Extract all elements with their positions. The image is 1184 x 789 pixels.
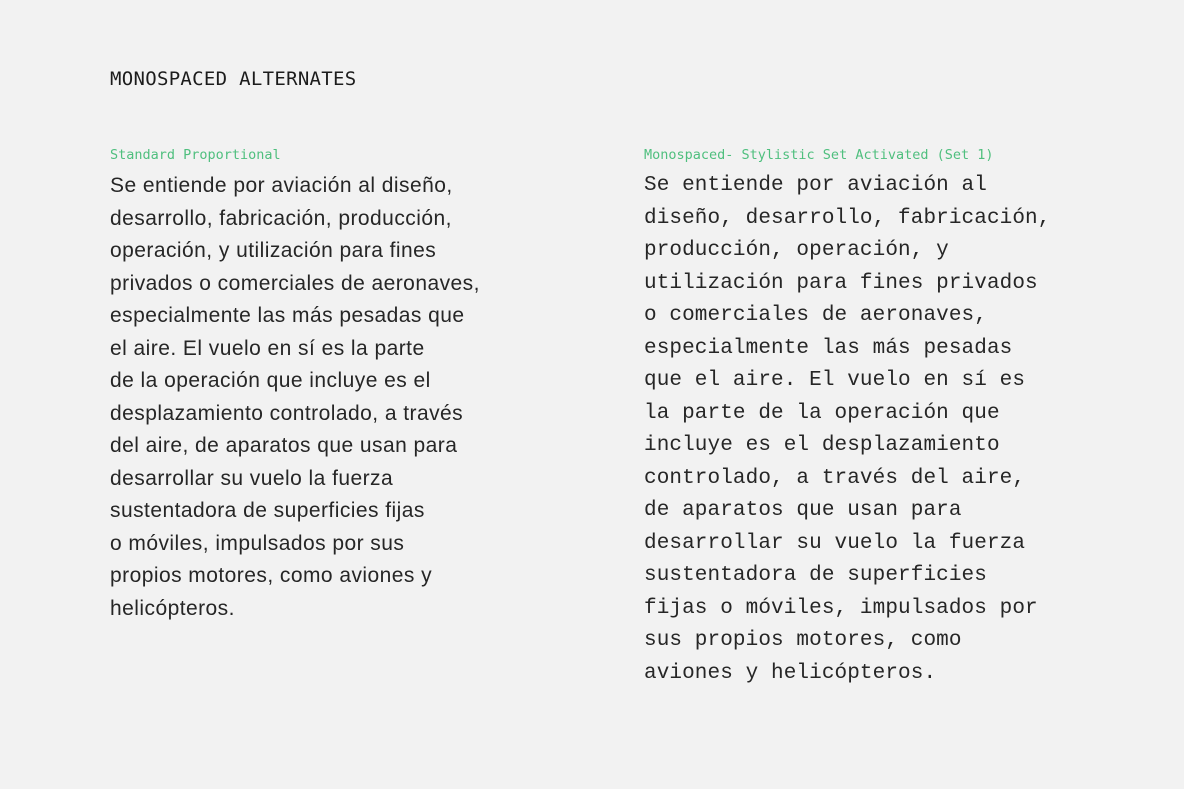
text-line: el aire. El vuelo en sí es la parte xyxy=(110,336,425,360)
text-line: desarrollar su vuelo la fuerza xyxy=(110,466,394,490)
text-line: que el aire. El vuelo en sí es xyxy=(644,369,1026,392)
text-line: aviones y helicópteros. xyxy=(644,661,937,685)
text-line: Se entiende por aviación al xyxy=(644,174,987,197)
text-line: de aparatos que usan para xyxy=(644,499,962,522)
text-line: sus propios motores, como xyxy=(644,629,962,652)
text-line: especialmente las más pesadas xyxy=(644,336,1013,360)
monospaced-text-block xyxy=(644,170,1114,690)
text-line: helicópteros. xyxy=(110,596,235,620)
text-line: la parte de la operación que xyxy=(644,401,1000,425)
page-title: MONOSPACED ALTERNATES xyxy=(110,68,357,90)
text-line: o comerciales de aeronaves, xyxy=(644,304,987,327)
standard-proportional-column xyxy=(110,144,580,625)
text-line: especialmente las más pesadas que xyxy=(110,304,465,327)
text-line: controlado, a través del aire, xyxy=(644,466,1026,490)
text-line: incluye es el desplazamiento xyxy=(644,434,1000,457)
column-label: Standard Proportional xyxy=(110,147,281,163)
text-line: privados o comerciales de aeronaves, xyxy=(110,271,480,295)
monospaced-stylistic-set-column xyxy=(644,144,1114,690)
text-line: propios motores, como aviones y xyxy=(110,564,433,587)
text-line: o móviles, impulsados por sus xyxy=(110,531,405,555)
text-line: Se entiende por aviación al diseño, xyxy=(110,174,453,197)
proportional-text-block xyxy=(110,170,580,625)
text-line: sustentadora de superficies xyxy=(644,564,987,587)
text-line: fijas o móviles, impulsados por xyxy=(644,596,1038,620)
text-line: producción, operación, y xyxy=(644,239,949,262)
text-line: utilización para fines privados xyxy=(644,271,1038,295)
text-line: operación, y utilización para fines xyxy=(110,239,437,262)
text-line: desarrollo, fabricación, producción, xyxy=(110,206,452,230)
text-line: del aire, de aparatos que usan para xyxy=(110,434,458,457)
text-line: desplazamiento controlado, a través xyxy=(110,401,464,425)
text-line: desarrollar su vuelo la fuerza xyxy=(644,531,1026,555)
text-line: sustentadora de superficies fijas xyxy=(110,499,425,522)
text-line: diseño, desarrollo, fabricación, xyxy=(644,206,1051,230)
column-label: Monospaced- Stylistic Set Activated (Set 1) xyxy=(644,147,994,163)
text-line: de la operación que incluye es el xyxy=(110,369,431,392)
